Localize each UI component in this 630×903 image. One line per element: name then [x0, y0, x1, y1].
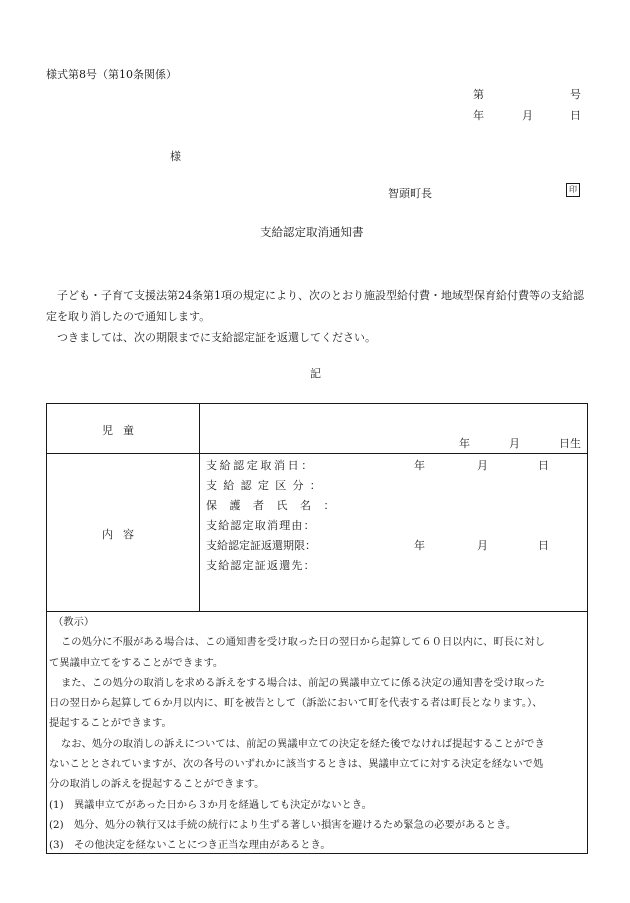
notice-line: 日の翌日から起算して６か月以内に、町を被告として（訴訟において町を代表する者は町長となります。）、	[49, 697, 543, 710]
notice-line: ないこととされていますが、次の各号のいずれかに該当するときは、異議申立てに対する決定を経ないで処	[49, 758, 544, 771]
document-number-suffix: 号	[570, 88, 581, 101]
notice-item-3: (3) その他決定を経ないことにつき正当な理由があるとき。	[49, 839, 331, 852]
child-label: 児童	[102, 424, 144, 437]
details-table	[46, 403, 588, 854]
seal-mark: 印	[566, 183, 580, 197]
field-guardian: 保護者氏名：	[206, 499, 347, 512]
field-cancel-date: 支給認定取消日：	[206, 459, 315, 472]
notice-header: （教示）	[53, 616, 95, 628]
notice-line: また、この処分の取消しを求める訴えをする場合は、前記の異議申立てに係る決定の通知書を受け取った	[61, 676, 545, 689]
content-label: 内容	[102, 528, 144, 541]
deadline-year: 年	[414, 539, 425, 552]
field-category: 支給認定区分：	[206, 479, 328, 492]
field-reason: 支給認定取消理由：	[206, 519, 316, 532]
notice-line: 提起することができます。	[49, 717, 172, 730]
cancel-date-month: 月	[477, 459, 488, 472]
document-number-prefix: 第	[473, 88, 484, 101]
child-row	[47, 404, 587, 454]
issue-date-year: 年	[473, 109, 484, 122]
form-number: 様式第8号（第10条関係）	[46, 68, 177, 81]
notice-item-2: (2) 処分、処分の執行又は手続の続行により生ずる著しい損害を避けるため緊急の必要があるとき。	[49, 818, 517, 831]
birth-year-label: 年	[459, 437, 470, 450]
deadline-month: 月	[477, 539, 488, 552]
body-paragraph-1: 子ども・子育て支援法第24条第1項の規定により、次のとおり施設型給付費・地域型保育給付費等の支給認定を取り消したので通知します。	[46, 289, 584, 323]
body-paragraph-2: つきましては、次の期限までに支給認定証を返還してください。	[57, 331, 376, 344]
notice-line: この処分に不服がある場合は、この通知書を受け取った日の翌日から起算して６０日以内に、町長に対し	[61, 636, 545, 649]
notice-item-1: (1) 異議申立てがあった日から３か月を経過しても決定がないとき。	[49, 798, 372, 811]
notice-section	[47, 612, 587, 856]
cancel-date-year: 年	[414, 459, 425, 472]
birth-day-label: 日生	[559, 437, 581, 450]
cancel-date-day: 日	[538, 459, 549, 472]
birth-month-label: 月	[509, 437, 520, 450]
addressee-honorific: 様	[170, 150, 181, 163]
notice-line: なお、処分の取消しの訴えについては、前記の異議申立ての決定を経た後でなければ提起することができ	[61, 737, 545, 750]
field-return-to: 支給認定証返還先：	[206, 559, 316, 572]
field-return-deadline: 支給認定証返還期限：	[206, 539, 316, 552]
deadline-day: 日	[538, 539, 549, 552]
ki-heading: 記	[310, 367, 321, 380]
notice-line: て異議申立てをすることができます。	[49, 656, 224, 669]
column-divider	[199, 404, 200, 611]
sender-mayor: 智頭町長	[388, 187, 432, 200]
notice-line: 分の取消しの訴えを提起することができます。	[49, 778, 265, 791]
issue-date-month: 月	[522, 109, 533, 122]
issue-date-day: 日	[570, 109, 581, 122]
content-row	[47, 454, 587, 612]
document-title: 支給認定取消通知書	[260, 225, 364, 239]
